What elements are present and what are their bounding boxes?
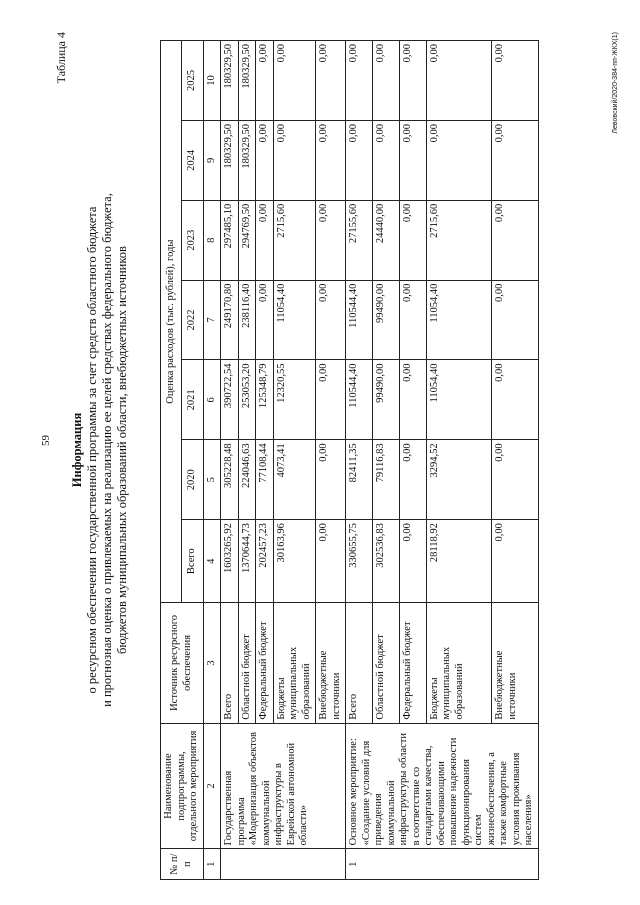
program-name: Государственная программа «Модернизация объектов коммунальной инфраструктуры в Еврейской автономной области»: [221, 723, 346, 849]
column-number: 9: [203, 120, 221, 200]
value-cell: 0,00: [346, 41, 373, 121]
value-cell: 0,00: [316, 120, 346, 200]
header-year: 2020: [182, 440, 203, 520]
value-cell: 297485,10: [221, 200, 239, 280]
value-cell: 82411,35: [346, 440, 373, 520]
row-num: 1: [346, 849, 539, 880]
value-cell: 11054,40: [426, 280, 491, 360]
heading-line: бюджетов муниципальных образований области, внебюджетных источников: [115, 246, 129, 654]
rotated-page-content: [54, 20, 640, 880]
value-cell: 0,00: [256, 280, 274, 360]
value-cell: 2715,60: [426, 200, 491, 280]
value-cell: 302536,83: [372, 520, 399, 603]
source-cell: Бюджеты муниципальных образований: [426, 603, 491, 723]
value-cell: 0,00: [492, 41, 538, 121]
value-cell: 0,00: [399, 200, 426, 280]
value-cell: 27155,60: [346, 200, 373, 280]
value-cell: 77108,44: [256, 440, 274, 520]
value-cell: 249170,80: [221, 280, 239, 360]
column-number: 10: [203, 41, 221, 121]
value-cell: 253053,20: [238, 360, 256, 440]
page-number: 59: [40, 435, 52, 446]
value-cell: 180329,50: [221, 41, 239, 121]
header-year: 2025: [182, 41, 203, 121]
source-cell: Областной бюджет: [238, 603, 256, 723]
value-cell: 0,00: [399, 120, 426, 200]
column-number: 1: [203, 849, 221, 880]
value-cell: 0,00: [399, 41, 426, 121]
heading-line: и прогнозная оценка о привлекаемых на реализацию ее целей средствах федерального бюджета,: [100, 193, 114, 707]
document-heading: [70, 20, 130, 880]
source-cell: Бюджеты муниципальных образований: [273, 603, 316, 723]
value-cell: 24440,00: [372, 200, 399, 280]
value-cell: 11054,40: [426, 360, 491, 440]
value-cell: 0,00: [426, 41, 491, 121]
header-total: Всего: [182, 520, 203, 603]
value-cell: 0,00: [399, 520, 426, 603]
value-cell: 0,00: [492, 200, 538, 280]
value-cell: 330655,75: [346, 520, 373, 603]
source-cell: Федеральный бюджет: [256, 603, 274, 723]
value-cell: 0,00: [316, 41, 346, 121]
value-cell: 0,00: [316, 520, 346, 603]
value-cell: 0,00: [273, 41, 316, 121]
column-number: 5: [203, 440, 221, 520]
value-cell: 0,00: [372, 120, 399, 200]
header-year: 2024: [182, 120, 203, 200]
value-cell: 1603265,92: [221, 520, 239, 603]
value-cell: 0,00: [399, 280, 426, 360]
value-cell: 110544,40: [346, 280, 373, 360]
value-cell: 1370644,73: [238, 520, 256, 603]
value-cell: 180329,50: [238, 41, 256, 121]
resource-table: [160, 40, 539, 880]
value-cell: 0,00: [316, 200, 346, 280]
source-cell: Всего: [346, 603, 373, 723]
value-cell: 79116,83: [372, 440, 399, 520]
value-cell: 0,00: [492, 120, 538, 200]
table-label: Таблица 4: [54, 32, 68, 84]
heading-title: Информация: [70, 412, 84, 488]
value-cell: 4073,41: [273, 440, 316, 520]
value-cell: 0,00: [273, 120, 316, 200]
source-cell: Внебюджетные источники: [316, 603, 346, 723]
value-cell: 0,00: [256, 120, 274, 200]
value-cell: 180329,50: [221, 120, 239, 200]
value-cell: 0,00: [316, 440, 346, 520]
row-num: [221, 849, 346, 880]
measure-name: Основное мероприятие: «Создание условий для приведения коммунальной инфраструктуры области в соответствие со стандартами качества, обеспечивающими повышение надежности функционирования систем жизнеобеспечения, а также комфортные условия проживания населения»: [346, 723, 539, 849]
value-cell: 2715,60: [273, 200, 316, 280]
value-cell: 0,00: [256, 41, 274, 121]
value-cell: 30163,96: [273, 520, 316, 603]
header-year: 2022: [182, 280, 203, 360]
header-num: № п/п: [161, 849, 204, 880]
value-cell: 110544,40: [346, 360, 373, 440]
value-cell: 0,00: [346, 120, 373, 200]
value-cell: 11054,40: [273, 280, 316, 360]
header-name: Наименование подпрограммы, отдельного мероприятия: [161, 723, 204, 849]
value-cell: 0,00: [256, 200, 274, 280]
footer-note: Левовский/2020-384-пп-ЖКХ(1): [612, 32, 619, 134]
column-number: 6: [203, 360, 221, 440]
value-cell: 99490,00: [372, 360, 399, 440]
value-cell: 180329,50: [238, 120, 256, 200]
value-cell: 3294,52: [426, 440, 491, 520]
source-cell: Областной бюджет: [372, 603, 399, 723]
value-cell: 0,00: [316, 280, 346, 360]
column-number: 4: [203, 520, 221, 603]
value-cell: 238116,40: [238, 280, 256, 360]
heading-line: о ресурсном обеспечении государственной программы за счет средств областного бюджета: [85, 206, 99, 694]
column-number: 2: [203, 723, 221, 849]
header-year: 2023: [182, 200, 203, 280]
value-cell: 28118,92: [426, 520, 491, 603]
value-cell: 12320,55: [273, 360, 316, 440]
value-cell: 99490,00: [372, 280, 399, 360]
value-cell: 390722,54: [221, 360, 239, 440]
value-cell: 0,00: [316, 360, 346, 440]
column-number: 3: [203, 603, 221, 723]
header-year: 2021: [182, 360, 203, 440]
value-cell: 0,00: [399, 440, 426, 520]
value-cell: 0,00: [492, 280, 538, 360]
value-cell: 294769,50: [238, 200, 256, 280]
column-number: 8: [203, 200, 221, 280]
value-cell: 224046,63: [238, 440, 256, 520]
value-cell: 305228,48: [221, 440, 239, 520]
source-cell: Федеральный бюджет: [399, 603, 426, 723]
value-cell: 202457,23: [256, 520, 274, 603]
column-number: 7: [203, 280, 221, 360]
table-row: [346, 41, 373, 880]
value-cell: 0,00: [372, 41, 399, 121]
source-cell: Внебюджетные источники: [492, 603, 538, 723]
header-estimate: Оценка расходов (тыс. рублей), годы: [161, 41, 182, 603]
value-cell: 0,00: [492, 520, 538, 603]
value-cell: 125348,79: [256, 360, 274, 440]
table-row: [221, 41, 239, 880]
value-cell: 0,00: [399, 360, 426, 440]
value-cell: 0,00: [426, 120, 491, 200]
value-cell: 0,00: [492, 360, 538, 440]
value-cell: 0,00: [492, 440, 538, 520]
source-cell: Всего: [221, 603, 239, 723]
header-source: Источник ресурсного обеспечения: [161, 603, 204, 723]
